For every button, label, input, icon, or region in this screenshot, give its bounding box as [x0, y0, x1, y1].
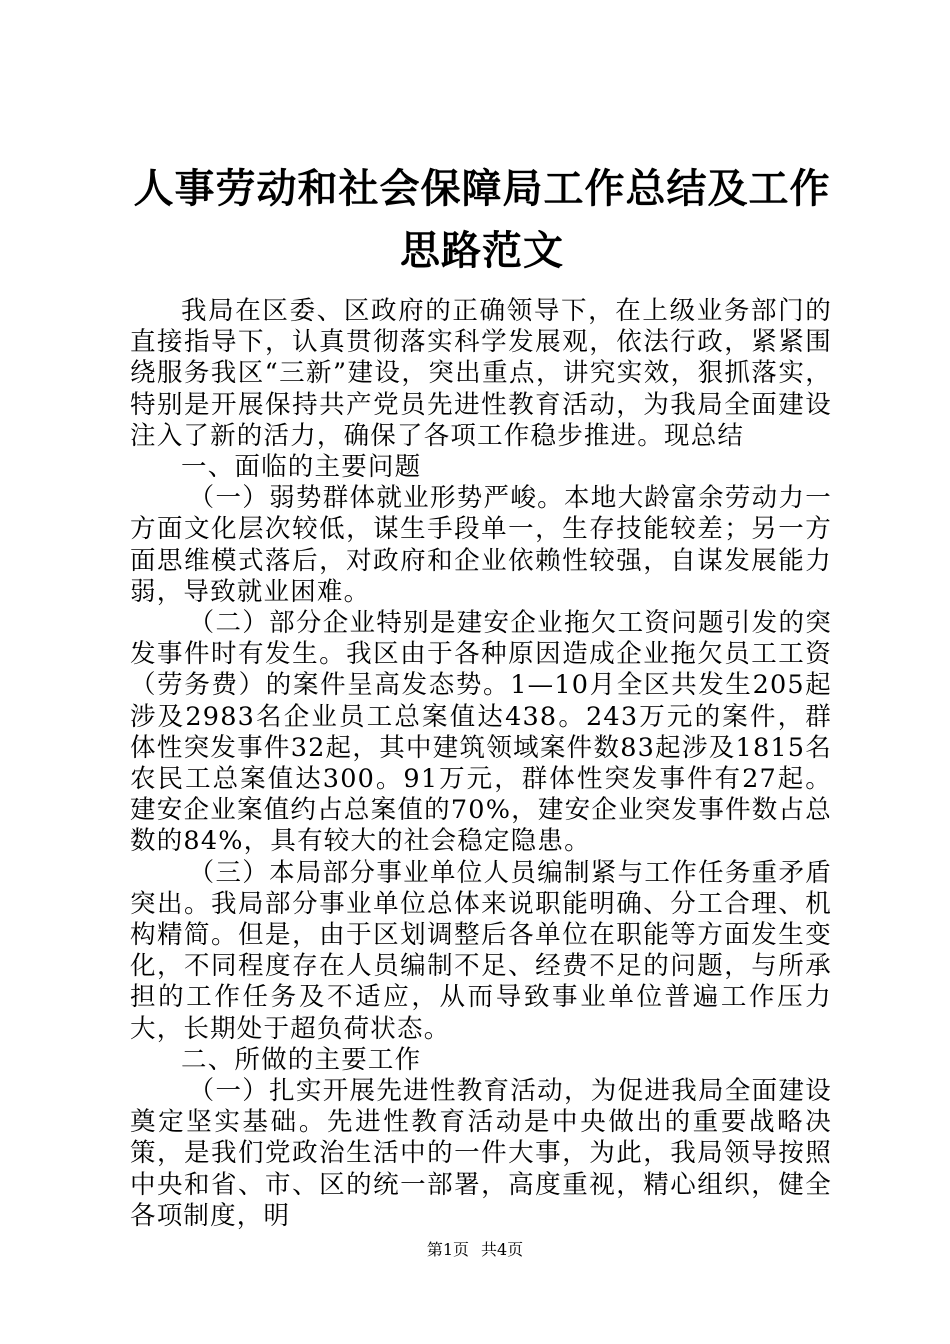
paragraph-problem-1: （一）弱势群体就业形势严峻。本地大龄富余劳动力一方面文化层次较低，谋生手段单一，生存技能较差；另一方面思维模式落后，对政府和企业依赖性较强，自谋发展能力弱，导致就业困难。 [130, 483, 832, 607]
paragraph-problem-2: （二）部分企业特别是建安企业拖欠工资问题引发的突发事件时有发生。我区由于各种原因造成企业拖欠员工工资（劳务费）的案件呈高发态势。1—10月全区共发生205起涉及2983名企业员工总案值达438。243万元的案件，群体性突发事件32起，其中建筑领域案件数83起涉及1815名农民工总案值达300。91万元，群体性突发事件有27起。建安企业案值约占总案值的70%，建安企业突发事件数占总数的84%，具有较大的社会稳定隐患。 [130, 608, 832, 857]
document-body [130, 296, 832, 1232]
page-total: 共4页 [481, 1240, 524, 1259]
section-heading-work: 二、所做的主要工作 [181, 1044, 422, 1075]
page-number: 第1页 [426, 1240, 469, 1259]
paragraph-work-1: （一）扎实开展先进性教育活动，为促进我局全面建设奠定坚实基础。先进性教育活动是中央做出的重要战略决策，是我们党政治生活中的一件大事，为此，我局领导按照中央和省、市、区的统一部署，高度重视，精心组织，健全各项制度，明 [130, 1076, 832, 1231]
intro-paragraph: 我局在区委、区政府的正确领导下，在上级业务部门的直接指导下，认真贯彻落实科学发展观，依法行政，紧紧围绕服务我区“三新”建设，突出重点，讲究实效，狠抓落实，特别是开展保持共产党员先进性教育活动，为我局全面建设注入了新的活力，确保了各项工作稳步推进。现总结 [130, 296, 832, 451]
page-footer [0, 1240, 950, 1260]
section-heading-problems: 一、面临的主要问题 [181, 452, 422, 483]
document-title: 人事劳动和社会保障局工作总结及工作思路范文 [133, 165, 831, 274]
paragraph-problem-3: （三）本局部分事业单位人员编制紧与工作任务重矛盾突出。我局部分事业单位总体来说职能明确、分工合理、机构精简。但是，由于区划调整后各单位在职能等方面发生变化，不同程度存在人员编制不足、经费不足的问题，与所承担的工作任务及不适应，从而导致事业单位普遍工作压力大，长期处于超负荷状态。 [130, 857, 832, 1044]
